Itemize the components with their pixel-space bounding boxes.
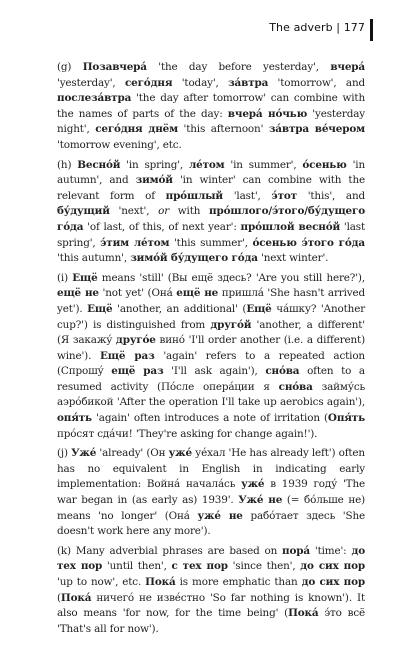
bold-russian-term: вчера́ но́чью (227, 107, 308, 120)
bold-russian-term: Уже́ не (238, 494, 283, 507)
page-content (57, 60, 365, 641)
text-run: 'in summer', (224, 158, 303, 171)
bold-russian-term: за́втра ве́чером (268, 123, 365, 136)
italic-text: or (158, 205, 170, 218)
text-run: вино́ 'I'll order another (i.e. a different) wine'). (57, 334, 365, 362)
text-run: 'yesterday', (57, 76, 125, 89)
bold-russian-term: уже́ (241, 478, 265, 491)
bold-russian-term: сно́ва (278, 380, 313, 393)
text-run: в 1939 году́ 'The war began in (as early as) 1939'. (57, 478, 365, 507)
text-run: 'another, an additional' ( (112, 302, 247, 315)
text-run: with (169, 205, 210, 218)
text-run: (g) (57, 61, 83, 73)
text-run: рабо́тает здесь 'She doesn't work here any more'). (57, 509, 365, 538)
bold-russian-term: сего́дня днём (95, 123, 178, 136)
bold-russian-term: Пока́ (288, 607, 319, 620)
text-run: 'next', (109, 205, 159, 218)
bold-russian-term: Позавчера́ (82, 61, 147, 73)
bold-russian-term: э́тот (271, 189, 297, 202)
text-run: 'last', (222, 189, 272, 202)
bold-russian-term: ещё не (176, 287, 219, 300)
bold-russian-term: про́шлого/э́того/бу́дущего го́да (57, 205, 365, 233)
text-run: ничего́ не изве́стно 'So far nothing is known'). It also means 'for now, for the time being' ( (57, 591, 365, 620)
text-run: 'this summer', (169, 236, 253, 249)
text-run: 'this', and (296, 189, 365, 202)
bold-russian-term: о́сенью э́того го́да (252, 236, 365, 249)
bold-russian-term: Уже́ (71, 447, 97, 460)
text-run: 'the day before yesterday', (146, 61, 331, 73)
text-run: 'yesterday night', (57, 107, 366, 136)
text-run: 'in winter' can combine with the relevant form of (57, 174, 365, 202)
bold-russian-term: Ещё (87, 302, 113, 315)
bold-russian-term: Ещё (72, 271, 98, 284)
text-run: 'again' often introduces a note of irritation ( (91, 412, 328, 425)
bold-russian-term: Пока́ (145, 576, 176, 588)
paragraph-g (57, 60, 365, 154)
bold-russian-term: ещё не (57, 287, 99, 300)
bold-russian-term: с тех пор (171, 560, 228, 573)
bold-russian-term: до сих пор (300, 560, 365, 573)
text-run: 'time': (309, 544, 352, 557)
paragraph-k (57, 544, 365, 638)
text-run: 'this autumn', (57, 252, 131, 265)
text-run: 'until then', (102, 560, 172, 573)
bold-russian-term: Ещё (246, 302, 272, 315)
text-run: 'in autumn', and (57, 158, 365, 187)
bold-russian-term: ле́том (188, 158, 225, 171)
text-run: (i) (57, 271, 73, 284)
bold-russian-term: сего́дня (124, 76, 173, 89)
bold-russian-term: зимо́й (135, 174, 173, 187)
bold-russian-term: пора́ (282, 544, 310, 557)
bold-russian-term: Опя́ть (327, 412, 365, 425)
paragraph-i (57, 271, 365, 443)
bold-russian-term: послеза́втра (57, 92, 132, 105)
bold-russian-term: э́тим ле́том (100, 236, 170, 249)
text-run: (= бо́льше не) means 'no longer' (Она́ (57, 494, 366, 522)
paragraph-j (57, 446, 365, 540)
text-run: 'another, a different' (Я закажу́ (57, 318, 366, 347)
text-run: often to a resumed activity (По́сле опера́ции я (57, 365, 365, 393)
paragraph-h (57, 158, 365, 267)
bold-russian-term: сно́ва (265, 365, 300, 378)
bold-russian-term: вчера́ (330, 61, 365, 73)
bold-russian-term: уже́ (168, 447, 192, 460)
bold-russian-term: Пока́ (60, 591, 92, 604)
text-run: 'up to now', etc. (57, 576, 146, 588)
bold-russian-term: уже́ не (197, 509, 243, 522)
bold-russian-term: опя́ть (57, 412, 92, 425)
bold-russian-term: до сих пор (301, 576, 366, 588)
text-run: (k) Many adverbial phrases are based on (57, 544, 283, 557)
text-run: 'of last, of this, of next year': (83, 220, 241, 233)
text-run: 'already' (Он (96, 447, 169, 460)
bold-russian-term: друго́е (115, 334, 156, 347)
bold-russian-term: бу́дущий (57, 205, 110, 218)
text-run: (h) (57, 158, 78, 171)
page-header (0, 21, 403, 37)
text-run: 'tomorrow evening', etc. (57, 138, 182, 151)
text-run: 'today', (172, 76, 229, 89)
text-run: 'not yet' (Она́ (98, 287, 177, 300)
text-run: is more emphatic than (175, 576, 302, 588)
bold-russian-term: до тех пор (57, 544, 365, 573)
text-run: 'in spring', (120, 158, 189, 171)
bold-russian-term: про́шлый (165, 189, 223, 202)
text-run: ча́шку? 'Another cup?') is distinguished from (57, 302, 366, 331)
bold-russian-term: за́втра (228, 76, 269, 89)
bold-russian-term: ещё раз (111, 365, 164, 378)
text-run: 'the day after tomorrow' can combine with the names of parts of the day: (57, 92, 365, 120)
text-run: 'I'll ask again'), (163, 365, 266, 378)
bold-russian-term: друго́й (210, 318, 252, 331)
header-rule (370, 19, 373, 41)
text-run: 'since then', (227, 560, 301, 573)
text-run: займу́сь аэро́бикой 'After the operation I'll take up aerobics again'), (57, 380, 366, 409)
text-run: э́то всё 'That's all for now'). (57, 607, 365, 635)
bold-russian-term: про́шлой весно́й (240, 220, 341, 233)
text-run: 'this afternoon' (178, 123, 269, 136)
text-run: 'next winter'. (257, 252, 329, 265)
text-run: (j) (57, 447, 72, 460)
text-run: 'tomorrow', and (268, 76, 365, 89)
text-run: 'again' refers to a repeated action (Спрошу́ (57, 349, 365, 378)
running-head: The adverb | 177 (269, 21, 365, 34)
text-run: пришла́ 'She hasn't arrived yet'). (57, 287, 365, 315)
bold-russian-term: зимо́й бу́дущего го́да (130, 252, 258, 265)
text-run: ( (57, 591, 61, 604)
bold-russian-term: о́сенью (302, 158, 347, 171)
text-run: 'last spring', (57, 220, 365, 249)
text-run: means 'still' (Вы ещё здесь? 'Are you still here?'), (97, 271, 365, 284)
bold-russian-term: Весно́й (77, 158, 121, 171)
text-run: про́сят сда́чи! 'They're asking for change again!'). (57, 427, 318, 440)
text-run: уе́хал 'He has already left') often has no equivalent in English in indicating early implementation: Война́ начала́сь (57, 447, 365, 491)
bold-russian-term: Ещё раз (99, 349, 155, 362)
